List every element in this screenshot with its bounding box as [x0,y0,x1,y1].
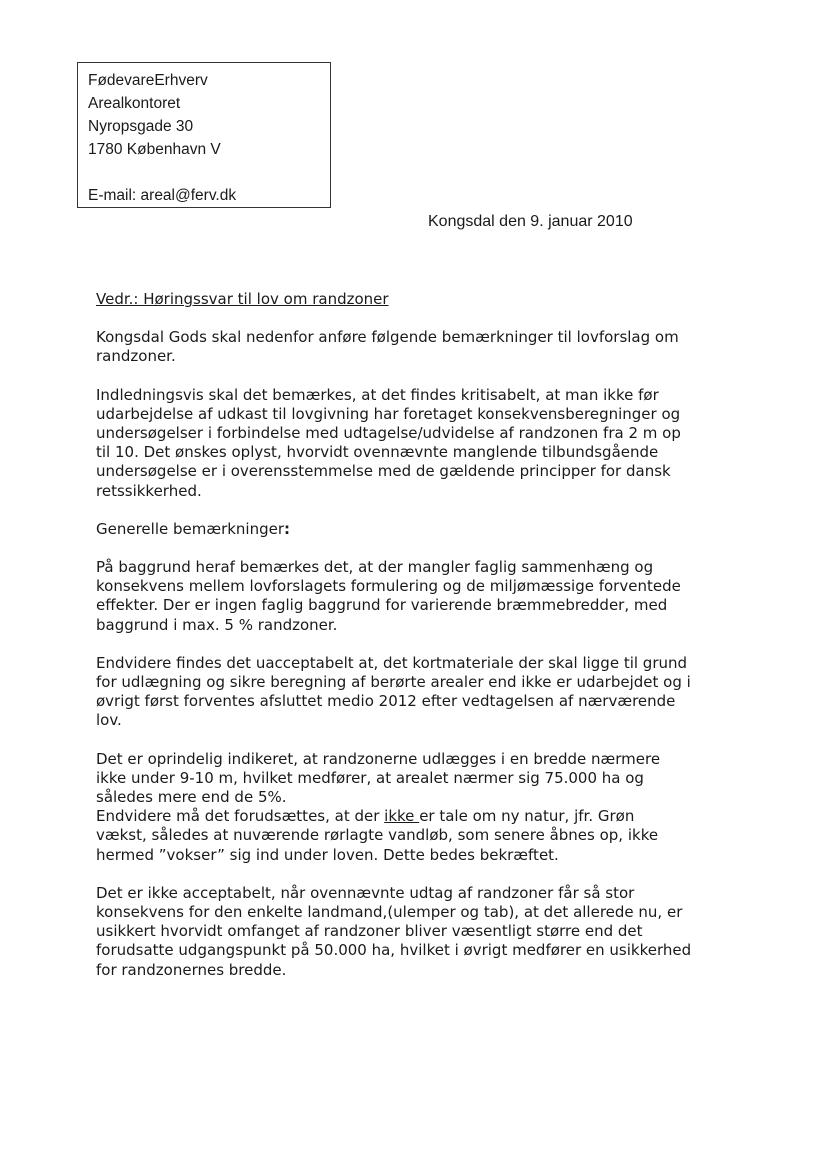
paragraph-map-material [96,654,746,731]
text-line: lov. [96,711,122,730]
subject-line: Vedr.: Høringssvar til lov om randzoner [96,290,389,308]
paragraph-new-nature [96,807,746,865]
text-line: På baggrund heraf bemærkes det, at der mangler faglig sammenhæng og [96,558,654,577]
recipient-department: Arealkontoret [88,95,181,112]
paragraph-coherence [96,558,746,635]
text-line: hermed ”vokser” sig ind under loven. Dette bedes bekræftet. [96,845,559,864]
recipient-address-box [77,62,331,208]
text-line: vækst, således at nuværende rørlagte vandløb, som senere åbnes op, ikke [96,826,659,845]
text-line: øvrigt først forventes afsluttet medio 2012 efter vedtagelsen af nærværende [96,692,676,711]
text-line: ikke under 9-10 m, hvilket medfører, at arealet nærmer sig 75.000 ha og [96,768,644,787]
paragraph-consequence [96,884,746,980]
text-line: således mere end de 5%. [96,788,287,807]
text-line: for randzonernes bredde. [96,960,287,979]
text-line: konsekvens mellem lovforslagets formulering og de miljømæssige forventede [96,577,681,596]
text-line: undersøgelser i forbindelse med udtagelse/udvidelse af randzonen fra 2 m op [96,424,681,443]
underlined-word: ikke [384,807,420,826]
text-fragment: Endvidere må det forudsættes, at der [96,807,385,826]
text-line: til 10. Det ønskes oplyst, hvorvidt ovennævnte manglende tilbundsgående [96,443,659,462]
address-spacer [88,161,330,184]
text-line: udarbejdelse af udkast til lovgivning har foretaget konsekvensberegninger og [96,404,681,423]
text-line: Indledningsvis skal det bemærkes, at det findes kritisabelt, at man ikke før [96,385,659,404]
section-heading [96,520,746,539]
text-line: for udlægning og sikre beregning af berørte arealer end ikke er udarbejdet og i [96,673,691,692]
text-line: randzoner. [96,347,176,366]
recipient-street: Nyropsgade 30 [88,118,194,135]
recipient-email: E-mail: areal@ferv.dk [88,187,237,204]
text-line: Endvidere findes det uacceptabelt at, det kortmateriale der skal ligge til grund [96,653,688,672]
text-fragment: er tale om ny natur, jfr. Grøn [419,807,635,826]
text-line: forudsatte udgangspunkt på 50.000 ha, hvilket i øvrigt medfører en usikkerhed [96,941,692,960]
text-line: Kongsdal Gods skal nedenfor anføre følgende bemærkninger til lovforslag om [96,328,679,347]
text-line: Det er ikke acceptabelt, når ovennævnte udtag af randzoner får så stor [96,883,635,902]
text-line: effekter. Der er ingen faglig baggrund for varierende bræmmebredder, med [96,596,668,615]
text-line: baggrund i max. 5 % randzoner. [96,615,338,634]
paragraph-preliminary [96,386,746,501]
dateline: Kongsdal den 9. januar 2010 [428,213,633,230]
paragraph-intro [96,328,746,366]
recipient-city: 1780 København V [88,141,221,158]
recipient-name: FødevareErhverv [88,72,208,89]
text-line [96,807,746,826]
letter-body [96,290,746,999]
heading-text: Generelle bemærkninger [96,519,285,538]
text-line: retssikkerhed. [96,481,202,500]
text-line: konsekvens for den enkelte landmand,(ulemper og tab), at det allerede nu, er [96,903,683,922]
text-line: undersøgelse er i overensstemmelse med de gældende principper for dansk [96,462,671,481]
heading-colon: : [284,519,291,538]
paragraph-width [96,750,746,808]
text-line: Det er oprindelig indikeret, at randzonerne udlægges i en bredde nærmere [96,749,661,768]
text-line: usikkert hvorvidt omfanget af randzoner bliver væsentligt større end det [96,922,643,941]
